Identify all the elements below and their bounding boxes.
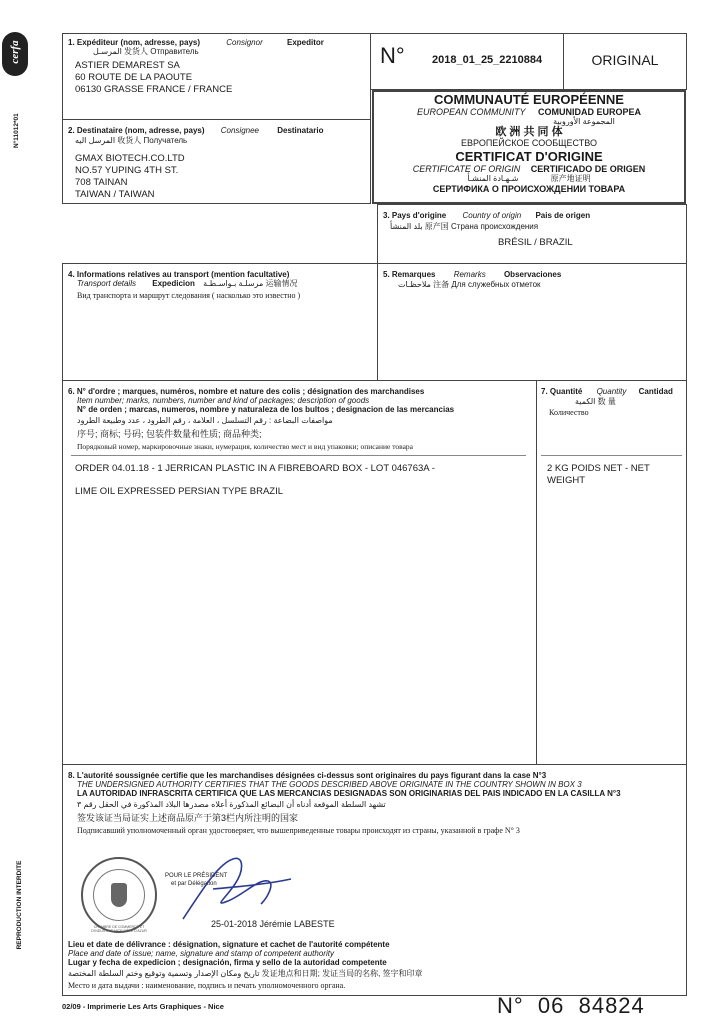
box8-fr: 8. L'autorité soussignée certifie que les marchandises désignées ci-dessus sont originaires du pays figurant dans la case N°3: [68, 771, 547, 780]
ec-es: COMUNIDAD EUROPEA: [538, 107, 642, 117]
consignee-line-1: GMAX BIOTECH.CO.LTD: [75, 153, 185, 164]
ec-en: EUROPEAN COMMUNITY: [416, 107, 526, 117]
box7-label-ar-zh: الكمية 数 量: [575, 397, 616, 406]
ec-ar: المجموعة الأوروبية: [553, 117, 615, 126]
cerfa-logo: [2, 32, 28, 76]
box2-label-es: Destinatario: [277, 126, 324, 135]
par-delegation: et par Délégation: [171, 881, 217, 887]
co-ar: شـهـادة المنشـأ: [467, 174, 519, 183]
form-code: N°11012*01: [13, 113, 20, 148]
box6-separator: [71, 455, 526, 456]
stamp-emblem-icon: [111, 883, 127, 907]
box4-label-es: Expedicion: [152, 279, 195, 288]
consignee-line-3: 708 TAINAN: [75, 177, 128, 188]
cerfa-logo-text: cerfa: [9, 40, 21, 64]
box6-label-zh: 序号; 商标; 号码; 包装件数量和性质; 商品种类;: [77, 429, 262, 439]
box8-ar: تشهد السلطة الموقعة أدناه أن البضائع المذكورة أعلاه مصدرها البلاد المذكورة في الحقل رقم ٣: [77, 800, 386, 809]
printer-info: 02/09 - Imprimerie Les Arts Graphiques - Nice: [62, 1002, 224, 1011]
box1-label-en: Consignor: [226, 38, 263, 47]
box6-label-fr: 6. N° d'ordre ; marques, numéros, nombre et nature des colis ; désignation des marchandises: [68, 387, 425, 396]
box3-label-fr: 3. Pays d'origine: [383, 211, 447, 220]
box7-label-es: Cantidad: [638, 387, 673, 396]
box5-label-multi: ملاحظـات 注备 Для служебных отметок: [398, 280, 541, 289]
pour-le-president: POUR LE PRÉSIDENT: [165, 873, 228, 879]
consignor-line-1: ASTIER DEMAREST SA: [75, 60, 180, 71]
serial-number: N° 06 84824: [497, 993, 645, 1018]
box4-label-en: Transport details: [77, 279, 136, 288]
box2-label-multi: المرسل اليه 收货人 Получатель: [75, 136, 188, 145]
place-ar-zh: تاريخ ومكان الإصدار وتسمية وتوقيع وختم السلطة المختصة 发证地点和日期; 发证当局的名称, 签字和印章: [68, 969, 423, 978]
box7-label-ru: Количество: [549, 408, 589, 417]
box5-label-fr: 5. Remarques: [383, 270, 436, 279]
consignor-line-2: 60 ROUTE DE LA PAOUTE: [75, 72, 193, 83]
place-es: Lugar y fecha de expedicion ; designación, firma y sello de la autoridad competente: [68, 958, 387, 967]
box5-remarks: [377, 263, 687, 381]
box1-label-multi: المرسـل 发货人 Отправитель: [93, 47, 199, 56]
ec-fr: COMMUNAUTÉ EUROPÉENNE: [434, 92, 624, 107]
box7-label-fr: 7. Quantité: [541, 387, 583, 396]
box2-consignee: [62, 119, 371, 204]
ec-ru: ЕВРОПЕЙСКОЕ СООБЩЕСТВО: [461, 138, 597, 148]
consignee-line-4: TAIWAN / TAIWAN: [75, 189, 155, 200]
box7-separator: [541, 455, 682, 456]
box4-label-fr: 4. Informations relatives au transport (mention facultative): [68, 270, 290, 279]
goods-line-1: ORDER 04.01.18 - 1 JERRICAN PLASTIC IN A FIBREBOARD BOX - LOT 046763A -: [75, 463, 435, 474]
box6-goods: [62, 380, 537, 765]
box1-label-fr: 1. Expéditeur (nom, adresse, pays): [68, 38, 201, 47]
box1-consignor: [62, 33, 371, 120]
box6-label-ru: Порядковый номер, маркировочные знаки, нумерация, количество мест и вид упаковки; описание товара: [77, 442, 413, 451]
box7-quantity: [536, 380, 687, 765]
ec-zh: 欧 洲 共 同 体: [495, 126, 563, 138]
co-es: CERTIFICADO DE ORIGEN: [530, 164, 646, 174]
reproduction-notice: REPRODUCTION INTERDITE: [16, 860, 23, 950]
box8-ru: Подписавший уполномоченный орган удостоверяет, что вышеприведенные товары происходят из страны, указанной в графе N° 3: [77, 826, 520, 835]
co-en: CERTIFICATE OF ORIGIN: [412, 164, 521, 174]
place-en: Place and date of issue; name, signature and stamp of competent authority: [68, 949, 334, 958]
co-ru: СЕРТИФИКА О ПРОИСХОЖДЕНИИ ТОВАРА: [432, 184, 626, 194]
co-fr: CERTIFICAT D'ORIGINE: [455, 149, 603, 164]
box1-label-es: Expeditor: [286, 38, 324, 47]
box6-label-ar: مواصفات البضاعة : رقم التسلسل ، العلامة ، رقم الطرود ، عدد وطبيعة الطرود: [77, 416, 333, 425]
box4-label-ar-zh: مرسلـة بـواسـطـة 运输情况: [203, 279, 298, 288]
place-fr: Lieu et date de délivrance : désignation, signature et cachet de l'autorité compétente: [68, 940, 390, 949]
box4-label-ru: Вид транспорта и маршрут следования ( насколько это известно ): [77, 291, 301, 300]
place-ru: Место и дата выдачи : наименование, подпись и печать уполномоченного органа.: [68, 981, 346, 990]
quantity-line-1: 2 KG POIDS NET - NET: [547, 463, 650, 474]
box3-country-origin: [377, 204, 687, 264]
chamber-stamp: [81, 857, 157, 933]
box7-label-en: Quantity: [596, 387, 627, 396]
consignee-line-2: NO.57 YUPING 4TH ST.: [75, 165, 179, 176]
no-symbol: N°: [380, 43, 405, 68]
box5-label-es: Observaciones: [503, 270, 562, 279]
goods-line-2: LIME OIL EXPRESSED PERSIAN TYPE BRAZIL: [75, 486, 284, 497]
box6-label-es: N° de orden ; marcas, numeros, nombre y naturaleza de los bultos ; designacion de las mercancias: [77, 405, 455, 414]
original-label: ORIGINAL: [591, 52, 659, 68]
box8-es: LA AUTORIDAD INFRASCRITA CERTIFICA QUE LAS MERCANCIAS DESIGNADAS SON ORIGINARIAS DEL PAIS INDICADO EN LA CASILLA N°3: [77, 789, 621, 798]
quantity-line-2: WEIGHT: [547, 475, 585, 486]
box3-label-es: Pais de origen: [535, 211, 591, 220]
box5-label-en: Remarks: [453, 270, 486, 279]
country-origin-value: BRÉSIL / BRAZIL: [498, 237, 573, 248]
box3-label-en: Country of origin: [462, 211, 522, 220]
certificate-number: 2018_01_25_2210884: [432, 54, 543, 66]
consignor-line-3: 06130 GRASSE FRANCE / FRANCE: [75, 84, 233, 95]
box2-label-en: Consignee: [220, 126, 259, 135]
co-zh: 原产地证明: [550, 174, 591, 183]
box8-zh: 签发该证当局证实上述商品原产于第3栏内所注明的国家: [77, 813, 299, 823]
box6-label-en: Item number; marks, numbers, number and kind of packages; description of goods: [77, 396, 370, 405]
box2-label-fr: 2. Destinataire (nom, adresse, pays): [68, 126, 205, 135]
date-signer: 25-01-2018 Jérémie LABESTE: [211, 919, 335, 929]
stamp-text: CHAMBRE DE COMMERCE ET D'INDUSTRIE NICE CÔTE D'AZUR: [91, 925, 147, 933]
box3-label-multi: بلد المنشأ 原产国 Страна происхождения: [390, 222, 539, 231]
box4-transport: [62, 263, 378, 381]
box8-certification: [62, 764, 687, 996]
box8-en: THE UNDERSIGNED AUTHORITY CERTIFIES THAT THE GOODS DESCRIBED ABOVE ORIGINATE IN THE COUNTRY SHOWN IN BOX 3: [77, 780, 582, 789]
signature-icon: [173, 849, 293, 929]
